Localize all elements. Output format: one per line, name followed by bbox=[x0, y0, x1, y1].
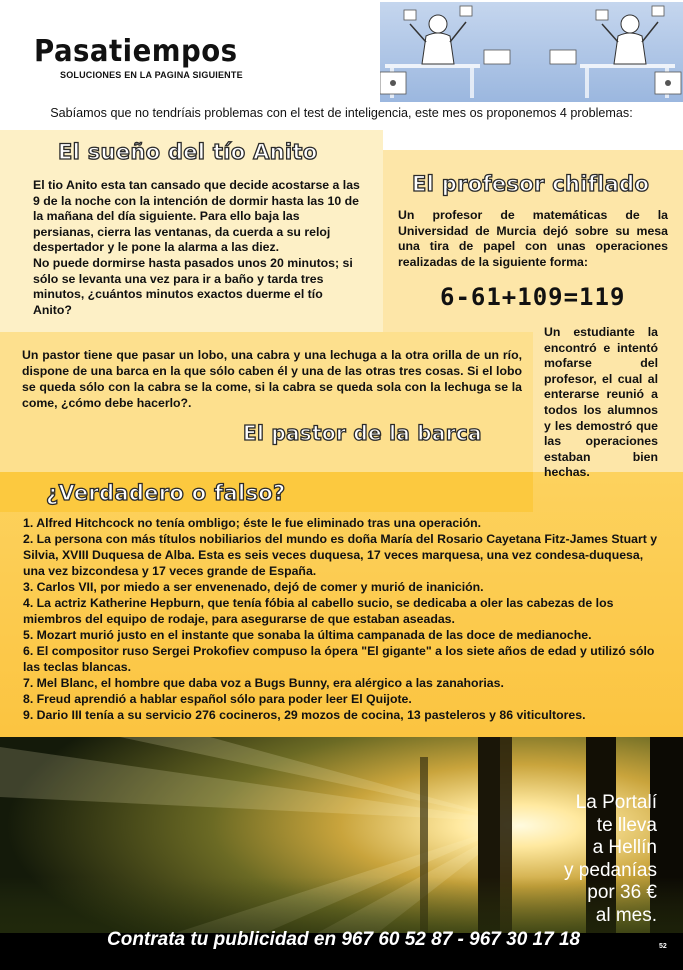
illustration-figures-icon bbox=[380, 2, 683, 102]
profesor-equation: 6-61+109=119 bbox=[440, 283, 626, 311]
page-subtitle: SOLUCIONES EN LA PAGINA SIGUIENTE bbox=[60, 70, 243, 80]
anito-text bbox=[33, 178, 363, 318]
anito-heading: El sueño del tío Anito bbox=[58, 140, 318, 164]
pastor-text: Un pastor tiene que pasar un lobo, una cabra y una lechuga a la otra orilla de un río, dispone de una barca en la que sólo caben él y una de las otras tres cosas. Si el lobo se queda sólo con la cabra se la come, si la cabra se queda sola con la lechuga se la come, ¿cómo debe hacerlo?. bbox=[22, 348, 522, 410]
profesor-heading: El profesor chiflado bbox=[412, 172, 650, 196]
profesor-text: Un profesor de matemáticas de la Universidad de Murcia dejó sobre su mesa una tira de papel con unas operaciones realizadas de la siguiente forma: bbox=[398, 208, 668, 269]
ad-line: te lleva bbox=[596, 814, 657, 836]
anito-paragraph-1: El tio Anito esta tan cansado que decide acostarse a las 9 de la noche con la intención de dormir hasta las 10 de la mañana del día siguiente. Para ello baja las persianas, cierra las ventanas, da cuerda a su reloj despertador y le pone la alarma a las diez. bbox=[33, 178, 360, 255]
list-item: 7. Mel Blanc, el hombre que daba voz a Bugs Bunny, era alérgico a las zanahorias. bbox=[23, 676, 504, 690]
list-item: 1. Alfred Hitchcock no tenía ombligo; éste le fue eliminado tras una operación. bbox=[23, 516, 482, 530]
ad-message bbox=[564, 792, 657, 927]
intro-text: Sabíamos que no tendríais problemas con el test de inteligencia, este mes os proponemos 4 problemas: bbox=[50, 106, 633, 120]
list-item: 9. Dario III tenía a su servicio 276 cocineros, 29 mozos de cocina, 13 pasteleros y 86 viticultores. bbox=[23, 708, 586, 722]
pastor-heading: El pastor de la barca bbox=[243, 421, 482, 445]
list-item: 3. Carlos VII, por miedo a ser envenenado, dejó de comer y murió de inanición. bbox=[23, 580, 484, 594]
list-item: 5. Mozart murió justo en el instante que sonaba la última campanada de las doce de medianoche. bbox=[23, 628, 592, 642]
verdadero-list bbox=[23, 515, 663, 723]
ad-line: al mes. bbox=[595, 904, 657, 926]
ad-line: La Portalí bbox=[575, 792, 657, 813]
list-item: 2. La persona con más títulos nobiliarios del mundo es doña María del Rosario Cayetana Fitz-James Stuart y Silvia, XVIII Duquesa de Alba. Esta es seis veces duquesa, 17 veces marquesa, una vez condesa-duquesa, una vez bizcondesa y 17 veces grande de España. bbox=[23, 532, 658, 578]
anito-paragraph-2: No puede dormirse hasta pasados unos 20 minutos; si sólo se levanta una vez para ir a baño y tarda tres minutos, ¿cuántos minutos exactos duerme el tío Anito? bbox=[33, 255, 353, 317]
ad-line: y pedanías bbox=[564, 859, 657, 881]
header-illustration bbox=[380, 2, 683, 102]
verdadero-heading: ¿Verdadero o falso? bbox=[46, 481, 286, 505]
list-item: 6. El compositor ruso Sergei Prokofiev compuso la ópera "El gigante" a los siete años de edad y utilizó sólo las teclas blancas. bbox=[23, 644, 655, 674]
page-title: Pasatiempos bbox=[34, 34, 238, 69]
profesor-text-continued: Un estudiante la encontró e intentó mofarse del profesor, el cual al enterarse reunió a todos los alumnos y les demostró que las operaciones estaban bien hechas. bbox=[544, 325, 658, 480]
ad-line: por 36 € bbox=[587, 882, 657, 903]
section-divider bbox=[383, 130, 683, 150]
ad-line: a Hellín bbox=[592, 837, 657, 858]
contact-line: Contrata tu publicidad en 967 60 52 87 - 967 30 17 18 bbox=[107, 929, 581, 950]
list-item: 8. Freud aprendió a hablar español sólo para poder leer El Quijote. bbox=[23, 692, 412, 706]
page-number: 52 bbox=[659, 943, 667, 950]
list-item: 4. La actriz Katherine Hepburn, que tenía fóbia al cabello sucio, se dedicaba a oler las cabezas de los miembros del equipo de rodaje, para asegurarse de que estaban aseadas. bbox=[23, 596, 614, 626]
